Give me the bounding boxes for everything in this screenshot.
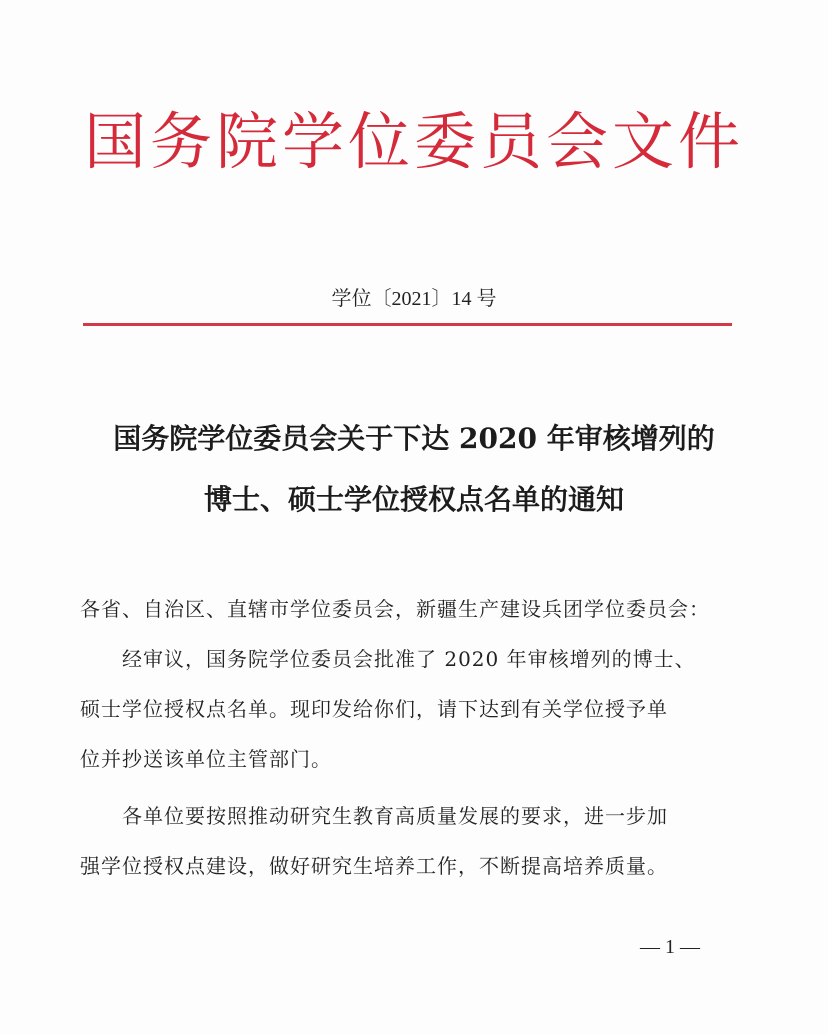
document-masthead: 国务院学位委员会文件 — [83, 105, 744, 178]
paragraph-2-line-1: 各单位要按照推动研究生教育高质量发展的要求，进一步加 — [80, 804, 668, 828]
document-number: 学位〔2021〕14 号 — [331, 288, 497, 310]
document-title-line-2: 博士、硕士学位授权点名单的通知 — [203, 483, 624, 516]
paragraph-2-line-2: 强学位授权点建设，做好研究生培养工作，不断提高培养质量。 — [80, 854, 668, 878]
paragraph-1-line-2: 硕士学位授权点名单。现印发给你们，请下达到有关学位授予单 — [80, 697, 668, 721]
salutation: 各省、自治区、直辖市学位委员会，新疆生产建设兵团学位委员会： — [80, 597, 710, 621]
red-divider-line — [83, 323, 732, 326]
paragraph-1-line-1: 经审议，国务院学位委员会批准了 2020 年审核增列的博士、 — [80, 647, 696, 671]
document-title-line-1: 国务院学位委员会关于下达 2020 年审核增列的 — [113, 422, 715, 455]
page-number: — 1 — — [640, 936, 700, 958]
paragraph-1-line-3: 位并抄送该单位主管部门。 — [80, 747, 332, 771]
